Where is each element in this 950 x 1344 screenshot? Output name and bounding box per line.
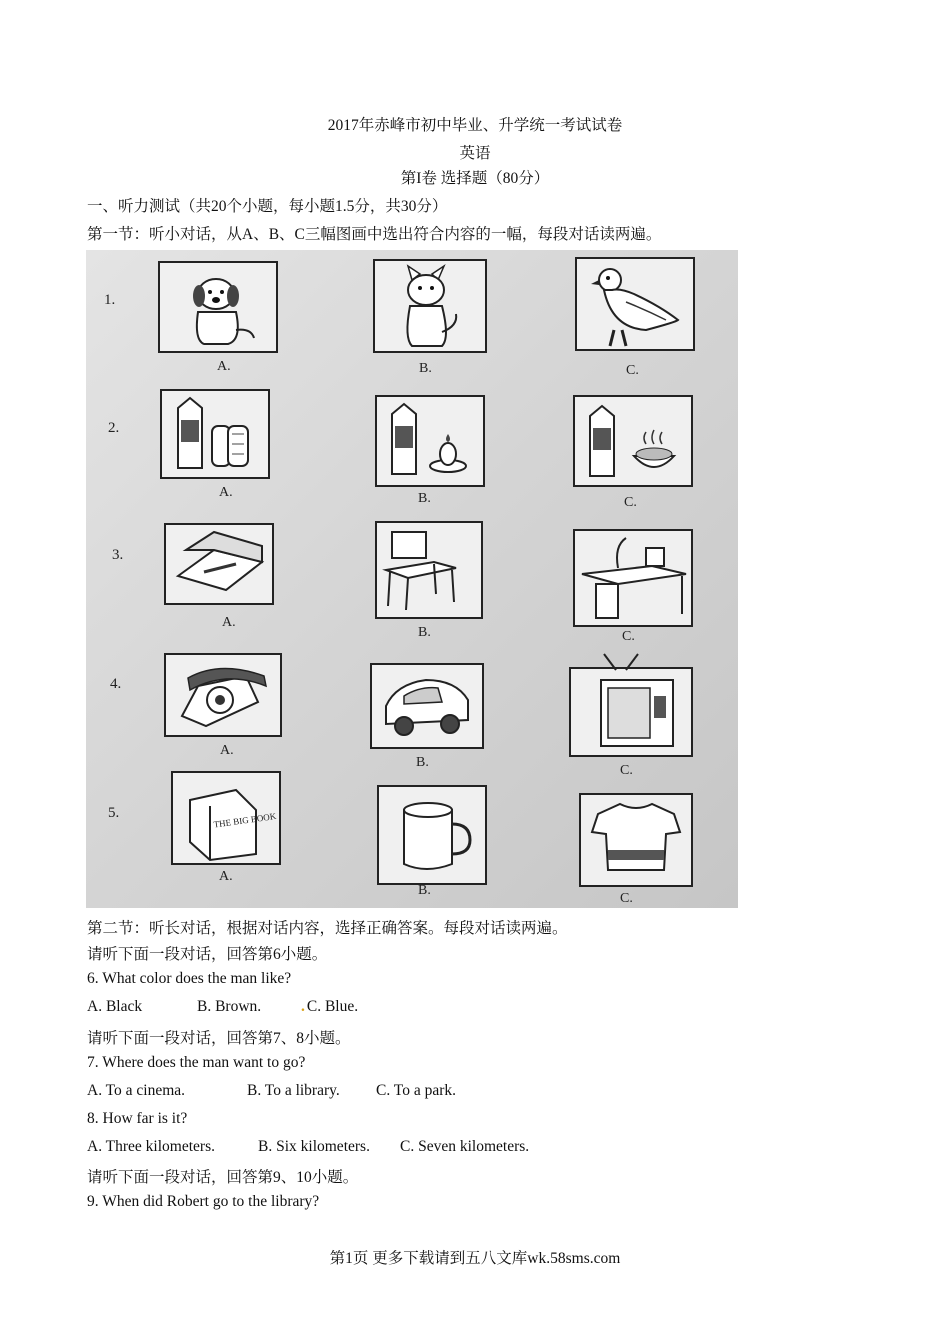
picture-milk-and-rice	[574, 396, 692, 486]
option-label-c: C.	[624, 495, 637, 510]
picture-t-shirt	[580, 794, 692, 886]
question-8-options	[87, 1138, 529, 1156]
option-a: A. Black	[87, 998, 143, 1015]
picture-chair	[376, 522, 482, 618]
option-label-b: B.	[416, 755, 429, 770]
option-label-c: C.	[620, 891, 633, 906]
picture-cat	[374, 260, 486, 352]
instruction-q6: 请听下面一段对话，回答第6小题。	[87, 946, 328, 963]
option-c: C. Blue.	[306, 998, 359, 1015]
option-label-a: A.	[219, 869, 233, 884]
instruction-q7-8: 请听下面一段对话，回答第7、8小题。	[87, 1030, 351, 1047]
option-label-a: A.	[217, 359, 231, 374]
page-footer: 第1页 更多下载请到五八文库wk.58sms.com	[329, 1250, 621, 1267]
option-label-b: B.	[418, 883, 431, 898]
picture-milk-and-bread	[161, 390, 269, 478]
picture-milk-and-egg	[376, 396, 484, 486]
option-label-a: A.	[222, 615, 236, 630]
row-number: 1.	[104, 292, 116, 308]
option-c: C. Seven kilometers.	[400, 1138, 530, 1155]
option-label-c: C.	[622, 629, 635, 644]
row-number: 3.	[112, 547, 124, 563]
row-number: 4.	[110, 676, 122, 692]
option-label-a: A.	[220, 743, 234, 758]
option-label-c: C.	[626, 363, 639, 378]
question-6: 6. What color does the man like?	[87, 970, 292, 987]
picture-pencil-box	[165, 524, 273, 604]
option-label-c: C.	[620, 763, 633, 778]
volume-title: 第I卷 选择题（80分）	[400, 170, 550, 187]
picture-cup	[378, 786, 486, 884]
picture-car	[371, 664, 483, 748]
question-7: 7. Where does the man want to go?	[87, 1054, 306, 1071]
part2-instruction: 第二节：听长对话，根据对话内容，选择正确答案。每段对话读两遍。	[87, 920, 568, 937]
row-number: 2.	[108, 420, 120, 436]
option-c: C. To a park.	[376, 1082, 456, 1099]
question-6-options	[87, 998, 358, 1016]
question-9: 9. When did Robert go to the library?	[87, 1193, 320, 1210]
option-label-a: A.	[219, 485, 233, 500]
picture-dog	[159, 262, 277, 352]
option-label-b: B.	[418, 491, 431, 506]
picture-book	[172, 772, 280, 864]
book-cover-text: THE BIG BOOK	[213, 810, 277, 830]
option-b: B. To a library.	[247, 1082, 340, 1099]
subject-title: 英语	[459, 145, 491, 162]
picture-bird	[576, 258, 694, 350]
question-7-options	[87, 1082, 456, 1100]
picture-telephone	[165, 654, 281, 736]
picture-television	[570, 654, 692, 756]
option-label-b: B.	[418, 625, 431, 640]
option-a: A. Three kilometers.	[87, 1138, 215, 1155]
picture-desk	[574, 530, 692, 626]
option-b: B. Six kilometers.	[258, 1138, 370, 1155]
listening-pictures	[86, 250, 738, 908]
part1-instruction: 第一节：听小对话，从A、B、C三幅图画中选出符合内容的一幅，每段对话读两遍。	[87, 226, 662, 243]
mark-dot: .	[301, 998, 305, 1015]
option-a: A. To a cinema.	[87, 1082, 186, 1099]
section-heading: 一、听力测试（共20个小题，每小题1.5分，共30分）	[87, 198, 448, 215]
row-number: 5.	[108, 805, 120, 821]
instruction-q9-10: 请听下面一段对话，回答第9、10小题。	[87, 1169, 359, 1186]
option-b: B. Brown.	[197, 998, 262, 1015]
question-8: 8. How far is it?	[87, 1110, 188, 1127]
option-label-b: B.	[419, 361, 432, 376]
exam-title: 2017年赤峰市初中毕业、升学统一考试试卷	[327, 117, 623, 134]
